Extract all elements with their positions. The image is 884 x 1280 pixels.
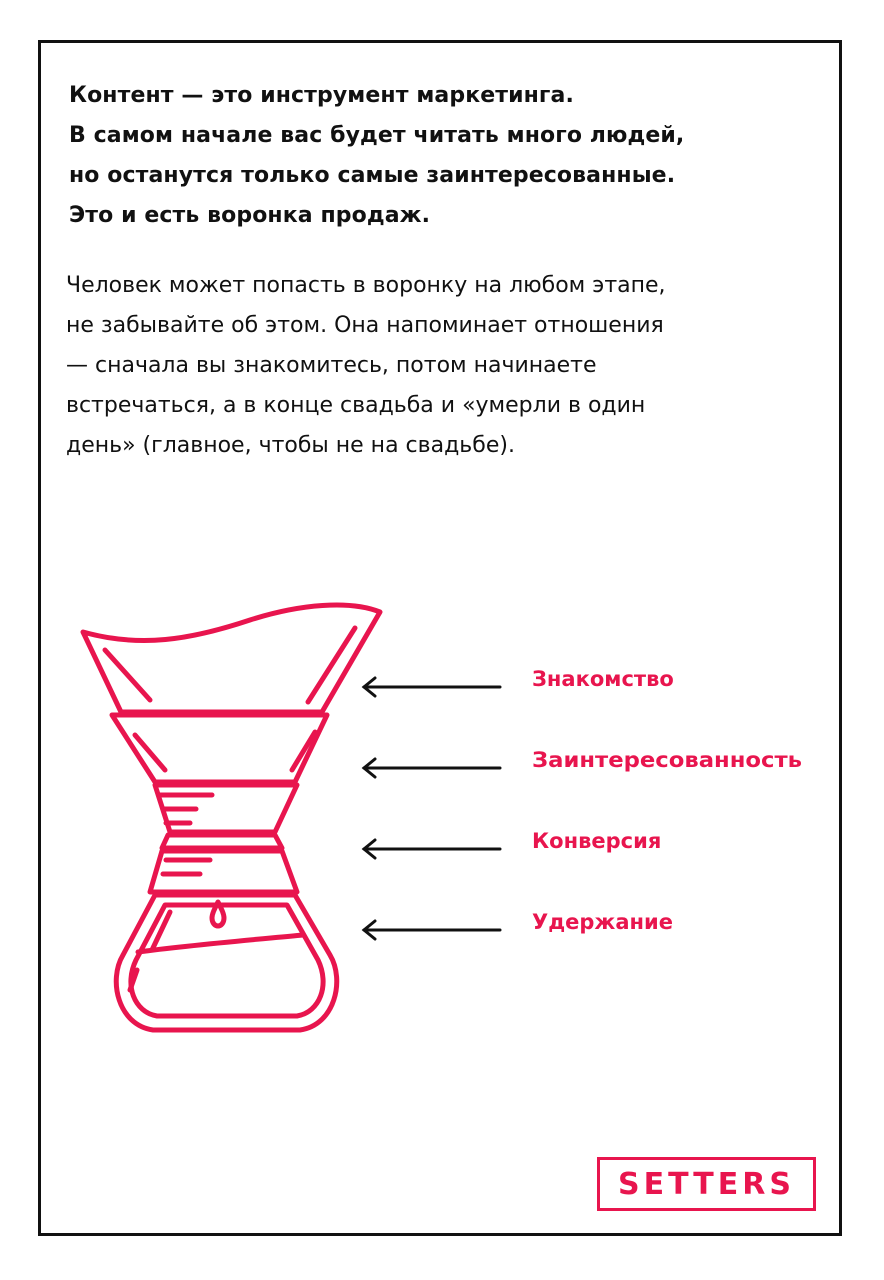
lead-line: В самом начале вас будет читать много людей, [69, 123, 685, 148]
arrow-icon [364, 678, 500, 696]
lead-line: но останутся только самые заинтересованные. [69, 163, 676, 188]
stage-label-interest: Заинтересованность [532, 748, 802, 772]
body-line: не забывайте об этом. Она напоминает отношения [66, 313, 664, 338]
lead-paragraph [69, 76, 829, 236]
body-line: день» (главное, чтобы не на свадьбе). [66, 433, 515, 458]
stage-label-retention: Удержание [532, 910, 673, 934]
body-line: встречаться, а в конце свадьба и «умерли в один [66, 393, 646, 418]
lead-line: Контент — это инструмент маркетинга. [69, 83, 574, 108]
arrow-icon [364, 759, 500, 777]
arrow-icon [364, 921, 500, 939]
lead-line: Это и есть воронка продаж. [69, 203, 431, 228]
body-paragraph [66, 266, 836, 466]
stage-label-awareness: Знакомство [532, 667, 674, 691]
stage-arrows [364, 678, 500, 939]
arrow-icon [364, 840, 500, 858]
sales-funnel-diagram [0, 560, 884, 1060]
stage-labels [532, 667, 802, 934]
body-line: Человек может попасть в воронку на любом этапе, [66, 273, 666, 298]
body-line: — сначала вы знакомитесь, потом начинаете [66, 353, 597, 378]
setters-logo: SETTERS [597, 1157, 816, 1211]
stage-label-conversion: Конверсия [532, 829, 662, 853]
chemex-coffee-maker-icon [83, 605, 380, 1030]
